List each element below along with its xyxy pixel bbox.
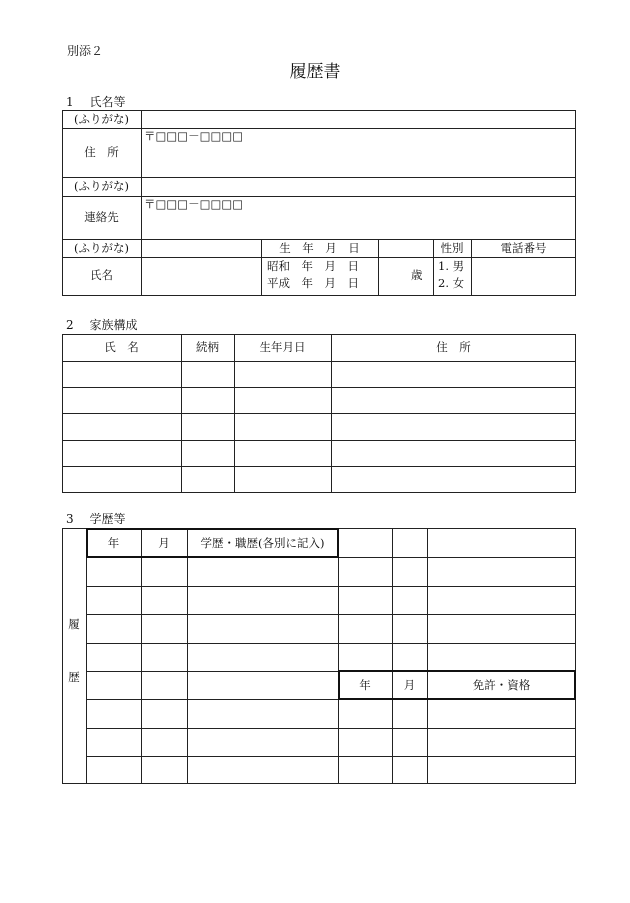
furigana-contact-field[interactable]: [142, 178, 575, 195]
furigana-label: (ふりがな): [74, 112, 129, 126]
gender-option-female[interactable]: 2. 女: [438, 276, 465, 290]
section2-heading: 2 家族構成: [66, 318, 138, 332]
license-col-year: 年: [359, 678, 371, 692]
table-row[interactable]: [63, 414, 575, 439]
license-col-description: 免許・資格: [472, 678, 531, 692]
name-label: 氏名: [90, 268, 113, 282]
table-row[interactable]: [87, 644, 575, 670]
history-col-description: 学歴・職歴(各別に記入): [200, 536, 325, 550]
contact-label: 連絡先: [84, 210, 119, 224]
birthdate-header: 生 年 月 日: [279, 241, 360, 255]
history-side-label-2: 歴: [68, 670, 80, 684]
address-field[interactable]: [142, 129, 575, 176]
section1-heading: 1 氏名等: [66, 95, 126, 109]
furigana-label: (ふりがな): [74, 241, 129, 255]
age-suffix: 歳: [411, 268, 423, 282]
table-row[interactable]: [87, 729, 575, 755]
table-row[interactable]: [63, 467, 575, 492]
phone-field[interactable]: [472, 258, 575, 295]
table-row[interactable]: [63, 388, 575, 412]
family-col-relation: 続柄: [196, 340, 219, 354]
family-col-address: 住 所: [436, 340, 471, 354]
table-row[interactable]: [87, 558, 575, 585]
furigana-label: (ふりがな): [74, 179, 129, 193]
family-col-name: 氏 名: [104, 340, 139, 354]
attachment-label: 別添２: [67, 44, 104, 58]
history-col-year: 年: [107, 536, 120, 550]
license-col-month: 月: [403, 678, 416, 692]
gender-option-male[interactable]: 1. 男: [438, 259, 465, 273]
address-label: 住 所: [84, 145, 119, 159]
phone-header: 電話番号: [500, 241, 547, 255]
era-showa: 昭和 年 月 日: [267, 259, 359, 273]
postal-code-placeholder: 〒□□□－□□□□: [144, 129, 244, 143]
page-title: 履歴書: [289, 62, 341, 82]
table-row[interactable]: [87, 757, 575, 783]
name-field[interactable]: [142, 258, 260, 295]
table-row[interactable]: [87, 615, 575, 642]
contact-field[interactable]: [142, 197, 575, 238]
family-col-birthdate: 生年月日: [259, 340, 306, 354]
gender-header: 性別: [440, 241, 464, 255]
furigana-address-field[interactable]: [142, 111, 575, 127]
table-row[interactable]: [87, 701, 575, 727]
history-side-label-1: 履: [68, 617, 80, 631]
postal-code-placeholder: 〒□□□－□□□□: [144, 197, 244, 211]
table-row[interactable]: [63, 441, 575, 465]
section3-heading: 3 学歴等: [66, 512, 126, 526]
era-heisei: 平成 年 月 日: [267, 276, 359, 290]
table-row[interactable]: [87, 587, 575, 613]
table-row[interactable]: [63, 362, 575, 386]
history-col-month: 月: [158, 536, 170, 550]
